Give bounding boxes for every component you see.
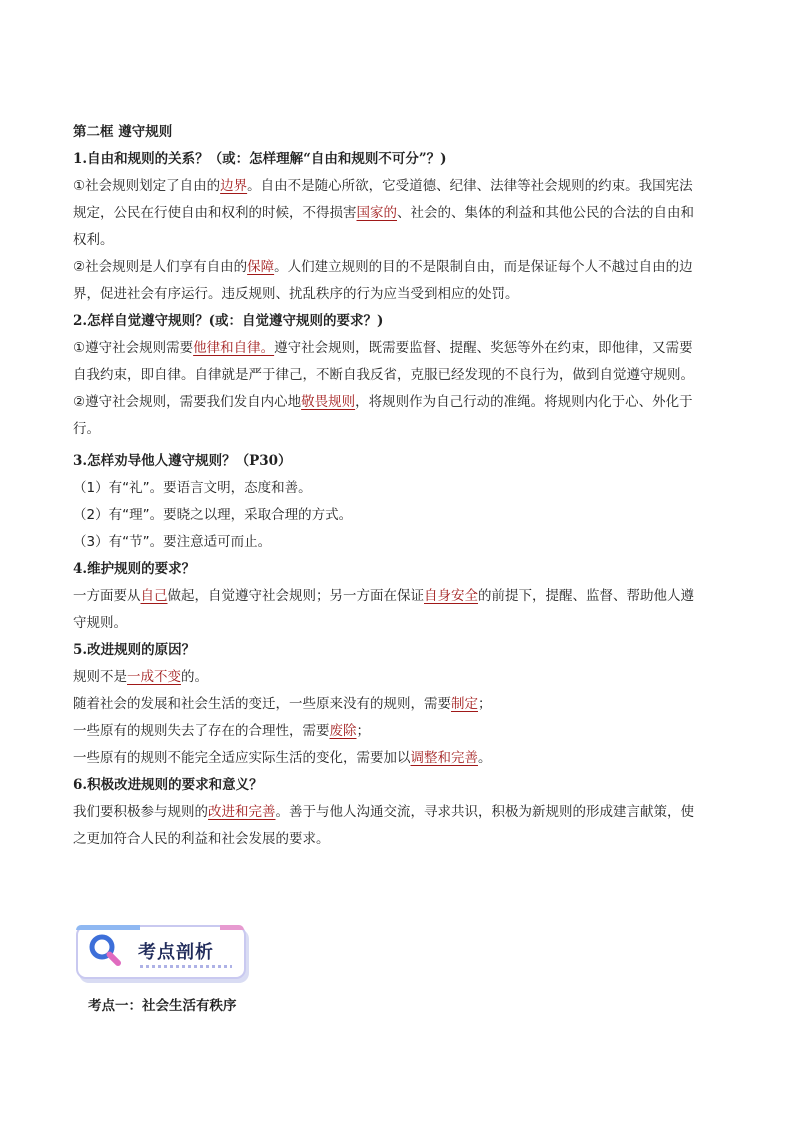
q5-title: 5.改进规则的原因？: [73, 642, 196, 658]
text: 随着社会的发展和社会生活的变迁，一些原来没有的规则，需要: [73, 696, 451, 712]
text: ②社会规则是人们享有自由的: [73, 259, 248, 275]
text: 的前提下，提醒、监督、帮助他人遵: [478, 588, 694, 604]
text: 。: [478, 750, 492, 766]
text: 我们要积极参与规则的: [73, 804, 208, 820]
banner-title: 考点剖析: [138, 942, 214, 963]
q2-p2-line2: 行。: [73, 421, 100, 437]
q6-line1: [73, 799, 725, 826]
key-term: 边界: [220, 178, 248, 194]
text: 一些原有的规则不能完全适应实际生活的变化，需要加以: [73, 750, 411, 766]
text: 的。: [181, 669, 208, 685]
text: 。善于与他人沟通交流，寻求共识，积极为新规则的形成建言献策，使: [275, 804, 694, 820]
text: 一方面要从: [73, 588, 141, 604]
q5-line3: [73, 718, 725, 745]
key-term: 国家的: [356, 205, 397, 221]
q5-line4: [73, 745, 725, 772]
text: 。人们建立规则的目的不是限制自由，而是保证每个人不越过自由的边: [274, 259, 693, 275]
search-icon: [85, 930, 125, 970]
q1-p1-line1: [73, 173, 725, 200]
text: 遵守社会规则，既需要监督、提醒、奖惩等外在约束，即他律，又需要: [274, 340, 693, 356]
text: ；: [478, 696, 492, 712]
q2-title: 2.怎样自觉遵守规则？(或：自觉遵守规则的要求？): [73, 313, 384, 329]
q1-title: 1.自由和规则的关系？（或：怎样理解“自由和规则不可分”？): [73, 151, 447, 167]
q1-p1-line2: [73, 200, 725, 227]
text: 、社会的、集体的利益和其他公民的合法的自由和: [397, 205, 694, 221]
key-term: 自己: [140, 588, 168, 604]
exam-point-title: 考点一：社会生活有秩序: [88, 998, 237, 1014]
q3-item-2: （2）有“理”。要晓之以理，采取合理的方式。: [73, 507, 353, 523]
text: ，将规则作为自己行动的准绳。将规则内化于心、外化于: [355, 394, 693, 410]
text: ①遵守社会规则需要: [73, 340, 194, 356]
key-term: 调整和完善: [410, 750, 478, 766]
text: 规则不是: [73, 669, 127, 685]
key-term: 改进和完善: [208, 804, 276, 820]
q4-line1: [73, 583, 725, 610]
key-term: 自身安全: [424, 588, 478, 604]
notes-content: [73, 119, 725, 853]
banner-underline: [140, 965, 232, 968]
q3-item-3: （3）有“节”。要注意适可而止。: [73, 534, 272, 550]
text: 一些原有的规则失去了存在的合理性，需要: [73, 723, 330, 739]
text: ；: [356, 723, 370, 739]
key-term: 敬畏规则: [301, 394, 356, 410]
q4-line2: 守规则。: [73, 615, 127, 631]
q2-p1-line1: [73, 335, 725, 362]
q5-line2: [73, 691, 725, 718]
q1-p2-line1: [73, 254, 725, 281]
key-term: 废除: [329, 723, 357, 739]
key-term: 他律和自律。: [193, 340, 275, 356]
q3-title: 3.怎样劝导他人遵守规则？（P30）: [73, 453, 292, 469]
key-term: 一成不变: [127, 669, 181, 685]
q5-line1: [73, 664, 725, 691]
text: ①社会规则划定了自由的: [73, 178, 221, 194]
q2-p2-line1: [73, 389, 725, 416]
q4-title: 4.维护规则的要求？: [73, 561, 196, 577]
key-term: 制定: [451, 696, 478, 712]
q2-p1-line2: 自我约束，即自律。自律就是严于律己，不断自我反省，克服已经发现的不良行为，做到自觉遵守规则。: [73, 367, 694, 383]
banner-accent-right: [220, 925, 244, 930]
text: ②遵守社会规则，需要我们发自内心地: [73, 394, 302, 410]
q6-line2: 之更加符合人民的利益和社会发展的要求。: [73, 831, 330, 847]
q1-p1-line3: 权利。: [73, 232, 114, 248]
key-term: 保障: [247, 259, 275, 275]
section-title: 第二框 遵守规则: [73, 124, 173, 140]
q1-p2-line2: 界，促进社会有序运行。违反规则、扰乱秩序的行为应当受到相应的处罚。: [73, 286, 519, 302]
q3-item-1: （1）有“礼”。要语言文明，态度和善。: [73, 480, 312, 496]
text: 。自由不是随心所欲，它受道德、纪律、法律等社会规则的约束。我国宪法: [247, 178, 693, 194]
q6-title: 6.积极改进规则的要求和意义？: [73, 777, 263, 793]
text: 规定，公民在行使自由和权利的时候，不得损害: [73, 205, 357, 221]
text: 做起，自觉遵守社会规则；另一方面在保证: [167, 588, 424, 604]
